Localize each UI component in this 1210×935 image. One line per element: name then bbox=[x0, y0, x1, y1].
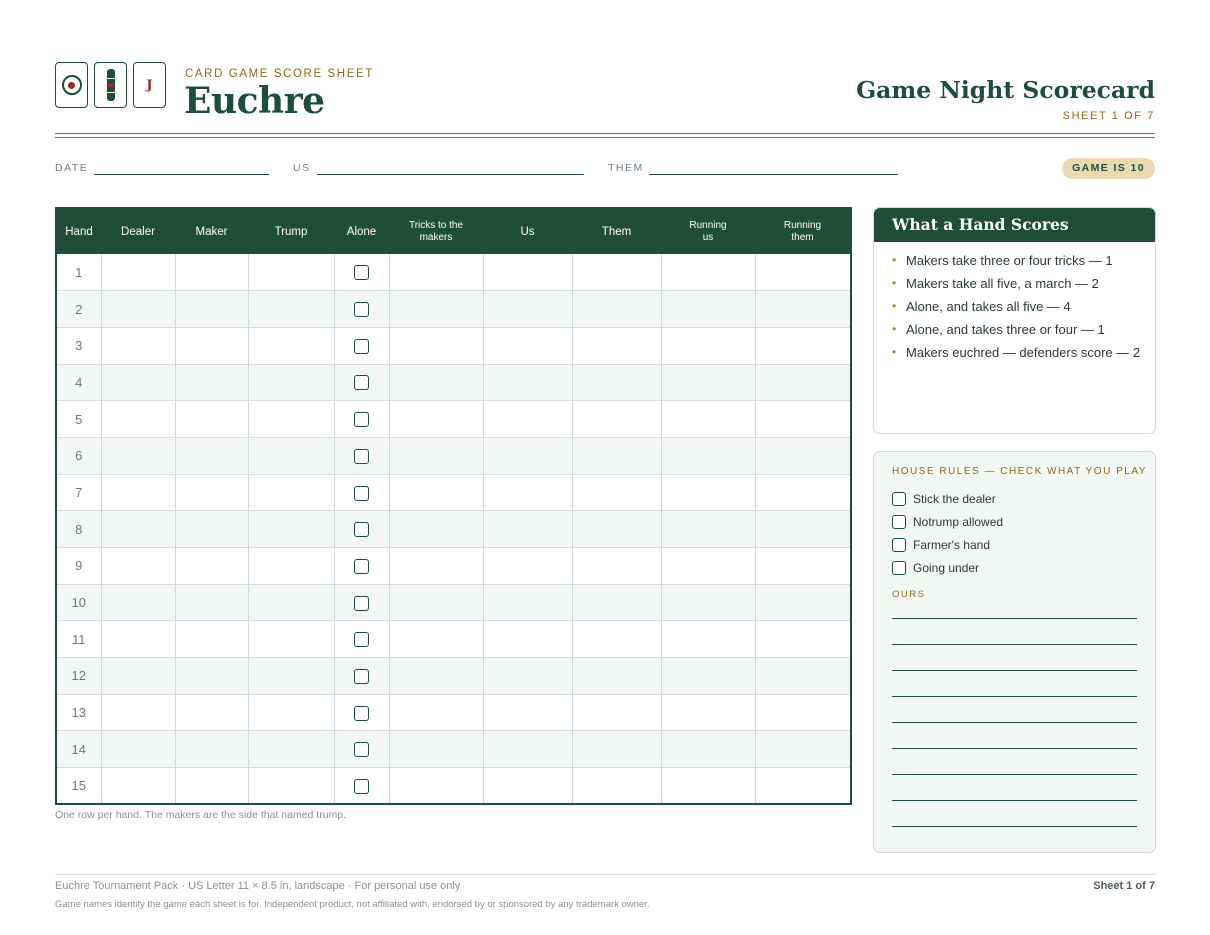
score-cell[interactable] bbox=[661, 364, 755, 401]
table-row bbox=[56, 401, 851, 438]
score-cell[interactable] bbox=[572, 658, 661, 695]
alone-cell bbox=[334, 437, 389, 474]
score-cell[interactable] bbox=[483, 694, 572, 731]
score-cell[interactable] bbox=[755, 474, 851, 511]
score-cell[interactable] bbox=[483, 327, 572, 364]
score-cell[interactable] bbox=[389, 291, 483, 328]
table-row bbox=[56, 731, 851, 768]
score-cell[interactable] bbox=[755, 768, 851, 805]
table-row bbox=[56, 254, 851, 291]
score-cell[interactable] bbox=[572, 364, 661, 401]
column-header: Them bbox=[572, 208, 661, 254]
score-cell[interactable] bbox=[755, 658, 851, 695]
alone-checkbox[interactable] bbox=[354, 486, 369, 501]
score-cell[interactable] bbox=[101, 548, 175, 585]
hand-number: 11 bbox=[56, 621, 101, 658]
score-cell[interactable] bbox=[755, 584, 851, 621]
score-cell[interactable] bbox=[175, 327, 248, 364]
footer-info: Euchre Tournament Pack · US Letter 11 × 8.5 in, landscape · For personal use only bbox=[55, 880, 461, 892]
table-row bbox=[56, 584, 851, 621]
score-cell[interactable] bbox=[101, 401, 175, 438]
scoring-panel bbox=[873, 207, 1156, 434]
score-cell[interactable] bbox=[755, 511, 851, 548]
option-label: Farmer's hand bbox=[913, 537, 990, 552]
list-item: • Alone, and takes three or four — 1 bbox=[892, 321, 1141, 338]
disclaimer: Game names identify the game each sheet is for. Independent product, not affiliated with, endorsed by or sponsored by any trademark owner. bbox=[55, 899, 650, 910]
fill-in-fields bbox=[55, 158, 1155, 178]
alone-checkbox[interactable] bbox=[354, 449, 369, 464]
score-cell[interactable] bbox=[483, 548, 572, 585]
score-cell[interactable] bbox=[755, 548, 851, 585]
score-cell[interactable] bbox=[248, 548, 334, 585]
score-cell[interactable] bbox=[661, 694, 755, 731]
score-cell[interactable] bbox=[661, 474, 755, 511]
table-row bbox=[56, 327, 851, 364]
alone-cell bbox=[334, 364, 389, 401]
score-cell[interactable] bbox=[483, 584, 572, 621]
score-cell[interactable] bbox=[572, 474, 661, 511]
score-cell[interactable] bbox=[572, 621, 661, 658]
score-cell[interactable] bbox=[175, 254, 248, 291]
score-cell[interactable] bbox=[248, 364, 334, 401]
score-cell[interactable] bbox=[101, 694, 175, 731]
date-label: DATE bbox=[55, 162, 89, 174]
score-cell[interactable] bbox=[483, 511, 572, 548]
score-cell[interactable] bbox=[389, 584, 483, 621]
alone-cell bbox=[334, 291, 389, 328]
score-cell[interactable] bbox=[661, 437, 755, 474]
score-cell[interactable] bbox=[101, 364, 175, 401]
header-text: Tricks to the makers bbox=[408, 219, 464, 243]
alone-cell bbox=[334, 401, 389, 438]
score-cell[interactable] bbox=[483, 437, 572, 474]
score-cell[interactable] bbox=[661, 621, 755, 658]
column-header: Hand bbox=[56, 208, 101, 254]
option-label: Going under bbox=[913, 560, 980, 575]
score-cell[interactable] bbox=[572, 731, 661, 768]
score-cell[interactable] bbox=[101, 621, 175, 658]
score-cell[interactable] bbox=[661, 731, 755, 768]
column-header: Alone bbox=[334, 208, 389, 254]
score-cell[interactable] bbox=[661, 548, 755, 585]
score-cell[interactable] bbox=[389, 658, 483, 695]
score-cell[interactable] bbox=[248, 694, 334, 731]
score-cell[interactable] bbox=[175, 291, 248, 328]
alone-cell bbox=[334, 474, 389, 511]
score-cell[interactable] bbox=[483, 768, 572, 805]
score-cell[interactable] bbox=[389, 548, 483, 585]
score-cell[interactable] bbox=[389, 327, 483, 364]
score-cell[interactable] bbox=[248, 621, 334, 658]
score-cell[interactable] bbox=[389, 401, 483, 438]
score-cell[interactable] bbox=[755, 327, 851, 364]
checkbox[interactable] bbox=[892, 492, 906, 506]
house-rules-panel bbox=[873, 451, 1156, 853]
score-cell[interactable] bbox=[175, 437, 248, 474]
alone-checkbox[interactable] bbox=[354, 522, 369, 537]
score-cell[interactable] bbox=[248, 437, 334, 474]
house-rule-option[interactable] bbox=[892, 533, 1003, 556]
table-row bbox=[56, 694, 851, 731]
score-cell[interactable] bbox=[101, 584, 175, 621]
score-cell[interactable] bbox=[661, 658, 755, 695]
score-cell[interactable] bbox=[755, 694, 851, 731]
score-cell[interactable] bbox=[755, 364, 851, 401]
score-cell[interactable] bbox=[661, 254, 755, 291]
column-header: Us bbox=[483, 208, 572, 254]
score-cell[interactable] bbox=[483, 254, 572, 291]
score-cell[interactable] bbox=[389, 254, 483, 291]
score-cell[interactable] bbox=[248, 731, 334, 768]
column-header: Trump bbox=[248, 208, 334, 254]
score-cell[interactable] bbox=[248, 768, 334, 805]
score-cell[interactable] bbox=[175, 621, 248, 658]
hand-number: 3 bbox=[56, 327, 101, 364]
score-cell[interactable] bbox=[101, 437, 175, 474]
score-cell[interactable] bbox=[755, 254, 851, 291]
score-cell[interactable] bbox=[389, 731, 483, 768]
option-label: Notrump allowed bbox=[913, 514, 1004, 529]
house-rules-list bbox=[892, 487, 1003, 579]
score-cell[interactable] bbox=[483, 291, 572, 328]
bar-card-icon bbox=[94, 62, 127, 108]
score-cell[interactable] bbox=[101, 254, 175, 291]
score-cell[interactable] bbox=[389, 364, 483, 401]
alone-cell bbox=[334, 584, 389, 621]
hand-number: 1 bbox=[56, 254, 101, 291]
score-cell[interactable] bbox=[572, 327, 661, 364]
score-cell[interactable] bbox=[389, 694, 483, 731]
alone-checkbox[interactable] bbox=[354, 412, 369, 427]
house-rule-option[interactable] bbox=[892, 556, 1003, 579]
score-cell[interactable] bbox=[101, 327, 175, 364]
alone-cell bbox=[334, 327, 389, 364]
score-cell[interactable] bbox=[389, 768, 483, 805]
us-field[interactable] bbox=[317, 174, 584, 175]
score-cell[interactable] bbox=[572, 584, 661, 621]
alone-cell bbox=[334, 548, 389, 585]
alone-checkbox[interactable] bbox=[354, 632, 369, 647]
house-rule-option[interactable] bbox=[892, 510, 1003, 533]
score-cell[interactable] bbox=[175, 401, 248, 438]
score-cell[interactable] bbox=[483, 621, 572, 658]
logo bbox=[55, 62, 166, 108]
score-cell[interactable] bbox=[389, 511, 483, 548]
score-table bbox=[55, 207, 852, 805]
table-row bbox=[56, 768, 851, 805]
hand-number: 4 bbox=[56, 364, 101, 401]
header-kicker: CARD GAME SCORE SHEET bbox=[185, 68, 374, 80]
alone-cell bbox=[334, 694, 389, 731]
score-cell[interactable] bbox=[755, 291, 851, 328]
score-cell[interactable] bbox=[175, 511, 248, 548]
score-cell[interactable] bbox=[175, 474, 248, 511]
hand-number: 14 bbox=[56, 731, 101, 768]
score-cell[interactable] bbox=[661, 768, 755, 805]
score-cell[interactable] bbox=[661, 511, 755, 548]
hand-number: 10 bbox=[56, 584, 101, 621]
score-cell[interactable] bbox=[572, 401, 661, 438]
score-cell[interactable] bbox=[101, 731, 175, 768]
list-item: • Makers take all five, a march — 2 bbox=[892, 275, 1141, 292]
game-title: Euchre bbox=[184, 80, 325, 122]
score-cell[interactable] bbox=[661, 584, 755, 621]
alone-checkbox[interactable] bbox=[354, 742, 369, 757]
footer-divider bbox=[55, 874, 1155, 875]
jack-card-icon: J bbox=[133, 62, 166, 108]
score-cell[interactable] bbox=[572, 511, 661, 548]
score-cell[interactable] bbox=[572, 768, 661, 805]
score-cell[interactable] bbox=[755, 621, 851, 658]
score-cell[interactable] bbox=[661, 401, 755, 438]
score-cell[interactable] bbox=[661, 291, 755, 328]
score-cell[interactable] bbox=[248, 327, 334, 364]
score-cell[interactable] bbox=[101, 768, 175, 805]
alone-cell bbox=[334, 768, 389, 805]
score-cell[interactable] bbox=[248, 584, 334, 621]
alone-cell bbox=[334, 254, 389, 291]
hand-number: 8 bbox=[56, 511, 101, 548]
score-cell[interactable] bbox=[248, 291, 334, 328]
hand-number: 2 bbox=[56, 291, 101, 328]
page-header bbox=[55, 62, 1155, 138]
table-row bbox=[56, 291, 851, 328]
alone-cell bbox=[334, 511, 389, 548]
checkbox[interactable] bbox=[892, 515, 906, 529]
score-cell[interactable] bbox=[248, 401, 334, 438]
ours-write-lines[interactable] bbox=[892, 618, 1137, 852]
score-cell[interactable] bbox=[175, 768, 248, 805]
alone-checkbox[interactable] bbox=[354, 669, 369, 684]
hand-number: 12 bbox=[56, 658, 101, 695]
hand-number: 5 bbox=[56, 401, 101, 438]
list-item: • Alone, and takes all five — 4 bbox=[892, 298, 1141, 315]
score-cell[interactable] bbox=[248, 658, 334, 695]
alone-checkbox[interactable] bbox=[354, 559, 369, 574]
list-item: • Makers take three or four tricks — 1 bbox=[892, 252, 1141, 269]
score-cell[interactable] bbox=[755, 731, 851, 768]
alone-cell bbox=[334, 658, 389, 695]
table-row bbox=[56, 511, 851, 548]
hand-number: 9 bbox=[56, 548, 101, 585]
score-cell[interactable] bbox=[175, 731, 248, 768]
scoring-list bbox=[874, 242, 1155, 361]
hand-number: 6 bbox=[56, 437, 101, 474]
score-cell[interactable] bbox=[572, 291, 661, 328]
column-header: Maker bbox=[175, 208, 248, 254]
scoring-panel-title: What a Hand Scores bbox=[874, 208, 1155, 242]
them-label: THEM bbox=[608, 162, 644, 174]
score-cell[interactable] bbox=[101, 658, 175, 695]
score-cell[interactable] bbox=[248, 474, 334, 511]
hand-number: 13 bbox=[56, 694, 101, 731]
alone-checkbox[interactable] bbox=[354, 375, 369, 390]
alone-checkbox[interactable] bbox=[354, 596, 369, 611]
score-cell[interactable] bbox=[389, 474, 483, 511]
score-cell[interactable] bbox=[755, 437, 851, 474]
score-cell[interactable] bbox=[483, 658, 572, 695]
us-label: US bbox=[293, 162, 311, 174]
score-cell[interactable] bbox=[101, 291, 175, 328]
alone-checkbox[interactable] bbox=[354, 265, 369, 280]
score-cell[interactable] bbox=[483, 401, 572, 438]
sheet-count: SHEET 1 OF 7 bbox=[1062, 110, 1155, 122]
score-cell[interactable] bbox=[101, 511, 175, 548]
alone-checkbox[interactable] bbox=[354, 302, 369, 317]
target-card-icon bbox=[55, 62, 88, 108]
score-cell[interactable] bbox=[175, 364, 248, 401]
header-text: Running them bbox=[783, 219, 822, 243]
score-cell[interactable] bbox=[483, 364, 572, 401]
game-target-badge: GAME IS 10 bbox=[1062, 158, 1155, 179]
table-row bbox=[56, 621, 851, 658]
hand-number: 15 bbox=[56, 768, 101, 805]
option-label: Stick the dealer bbox=[913, 491, 996, 506]
score-cell[interactable] bbox=[483, 731, 572, 768]
house-rules-title: HOUSE RULES — CHECK WHAT YOU PLAY bbox=[892, 466, 1147, 477]
alone-cell bbox=[334, 731, 389, 768]
header-divider bbox=[55, 133, 1155, 138]
score-cell[interactable] bbox=[572, 437, 661, 474]
score-cell[interactable] bbox=[572, 694, 661, 731]
footer-sheet-count: Sheet 1 of 7 bbox=[1093, 880, 1155, 892]
hand-number: 7 bbox=[56, 474, 101, 511]
score-cell[interactable] bbox=[175, 694, 248, 731]
column-header bbox=[755, 208, 851, 254]
table-row bbox=[56, 548, 851, 585]
table-header-row bbox=[56, 208, 851, 254]
score-cell[interactable] bbox=[175, 584, 248, 621]
score-cell[interactable] bbox=[101, 474, 175, 511]
ours-label: OURS bbox=[892, 589, 926, 600]
alone-checkbox[interactable] bbox=[354, 339, 369, 354]
sheet-title: Game Night Scorecard bbox=[856, 76, 1155, 104]
table-row bbox=[56, 437, 851, 474]
list-item: • Makers euchred — defenders score — 2 bbox=[892, 344, 1141, 361]
score-cell[interactable] bbox=[572, 548, 661, 585]
column-header bbox=[389, 208, 483, 254]
them-field[interactable] bbox=[649, 174, 898, 175]
alone-cell bbox=[334, 621, 389, 658]
date-field[interactable] bbox=[94, 174, 269, 175]
score-cell[interactable] bbox=[389, 621, 483, 658]
column-header bbox=[661, 208, 755, 254]
table-row bbox=[56, 364, 851, 401]
score-cell[interactable] bbox=[248, 511, 334, 548]
score-cell[interactable] bbox=[572, 254, 661, 291]
table-row bbox=[56, 474, 851, 511]
house-rule-option[interactable] bbox=[892, 487, 1003, 510]
checkbox[interactable] bbox=[892, 538, 906, 552]
header-text: Running us bbox=[689, 219, 727, 243]
score-cell[interactable] bbox=[248, 254, 334, 291]
alone-checkbox[interactable] bbox=[354, 779, 369, 794]
checkbox[interactable] bbox=[892, 561, 906, 575]
alone-checkbox[interactable] bbox=[354, 706, 369, 721]
table-row bbox=[56, 658, 851, 695]
score-cell[interactable] bbox=[755, 401, 851, 438]
score-cell[interactable] bbox=[483, 474, 572, 511]
score-cell[interactable] bbox=[389, 437, 483, 474]
table-note: One row per hand. The makers are the side that named trump. bbox=[55, 809, 347, 821]
column-header: Dealer bbox=[101, 208, 175, 254]
score-cell[interactable] bbox=[661, 327, 755, 364]
score-cell[interactable] bbox=[175, 658, 248, 695]
score-cell[interactable] bbox=[175, 548, 248, 585]
table-body bbox=[56, 254, 851, 804]
